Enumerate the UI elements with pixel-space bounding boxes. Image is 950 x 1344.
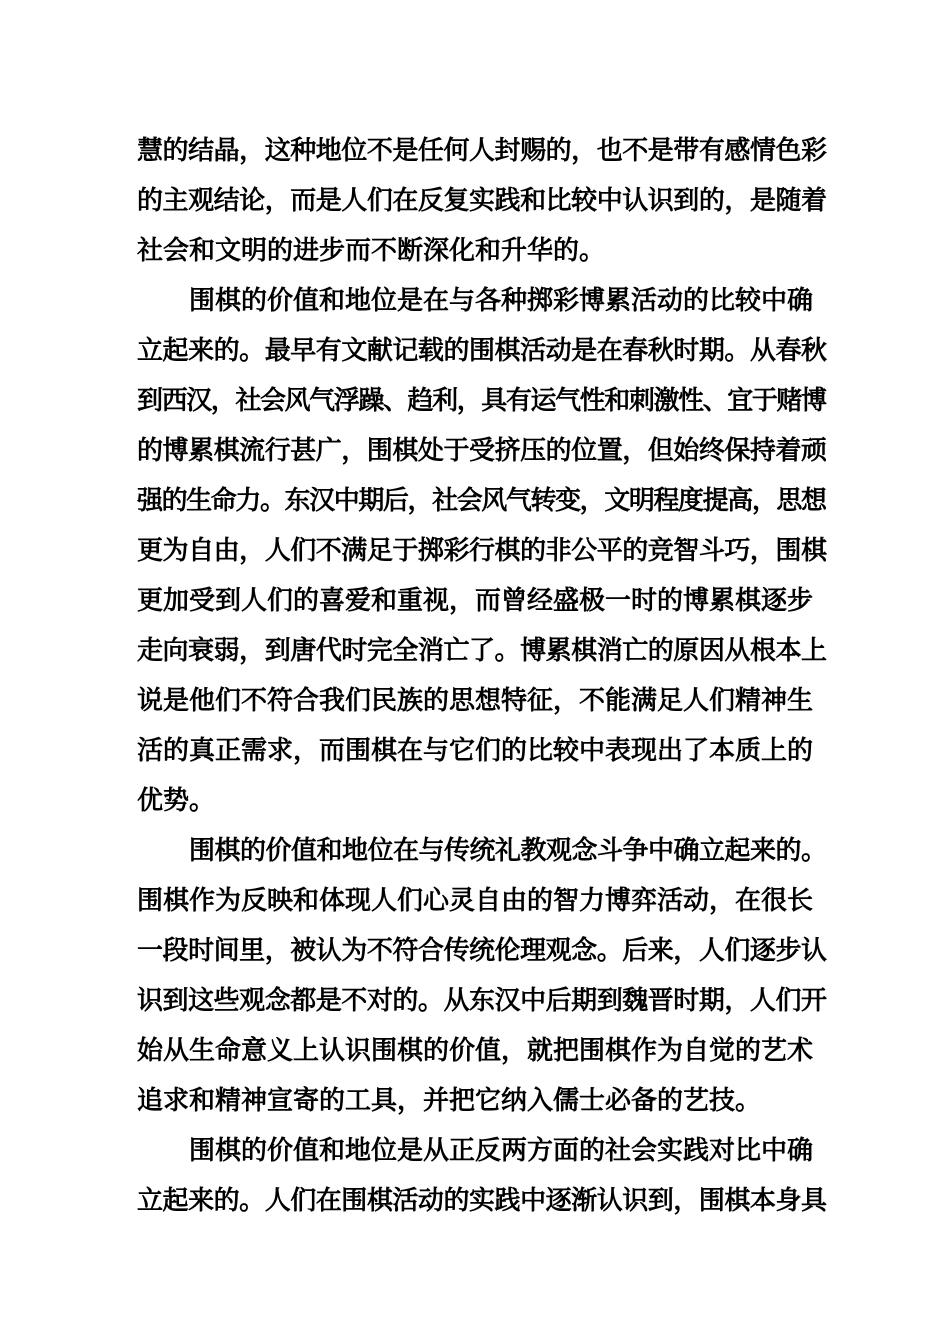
text-line: 立起来的。最早有文献记载的围棋活动是在春秋时期。从春秋: [137, 336, 827, 366]
text-line: 识到这些观念都是不对的。从东汉中后期到魏晋时期，人们开: [137, 986, 827, 1016]
text-line: 走向衰弱，到唐代时完全消亡了。博累棋消亡的原因从根本上: [137, 636, 827, 666]
text-line: 社会和文明的进步而不断深化和升华的。: [137, 236, 606, 266]
text-line: 强的生命力。东汉中期后，社会风气转变，文明程度提高，思想: [137, 486, 826, 516]
text-line: 的博累棋流行甚广，围棋处于受挤压的位置，但始终保持着顽: [137, 436, 827, 466]
text-line: 更为自由，人们不满足于掷彩行棋的非公平的竞智斗巧，围棋: [137, 536, 827, 566]
text-line: 围棋作为反映和体现人们心灵自由的智力博弈活动，在很长: [137, 886, 814, 916]
text-line: 围棋的价值和地位在与传统礼教观念斗争中确立起来的。: [189, 836, 827, 866]
text-line: 到西汉，社会风气浮躁、趋利，具有运气性和刺激性、宜于赌博: [137, 386, 826, 416]
text-line: 始从生命意义上认识围棋的价值，就把围棋作为自觉的艺术: [137, 1036, 814, 1066]
paragraph-4: [137, 1126, 827, 1226]
text-line: 围棋的价值和地位是在与各种掷彩博累活动的比较中确: [189, 286, 814, 316]
text-line: 围棋的价值和地位是从正反两方面的社会实践对比中确: [189, 1136, 814, 1166]
paragraph-2: [137, 276, 827, 826]
text-line: 追求和精神宣寄的工具，并把它纳入儒士必备的艺技。: [137, 1086, 762, 1116]
paragraph-1: [137, 126, 827, 276]
text-line: 更加受到人们的喜爱和重视，而曾经盛极一时的博累棋逐步: [137, 586, 814, 616]
text-line: 的主观结论，而是人们在反复实践和比较中认识到的，是随着: [137, 186, 827, 216]
text-line: 优势。: [137, 786, 216, 816]
text-line: 立起来的。人们在围棋活动的实践中逐渐认识到，围棋本身具: [137, 1186, 827, 1216]
body-text: [137, 126, 827, 1226]
paragraph-3: [137, 826, 827, 1126]
text-line: 说是他们不符合我们民族的思想特征，不能满足人们精神生: [137, 686, 814, 716]
text-line: 慧的结晶，这种地位不是任何人封赐的，也不是带有感情色彩: [137, 136, 827, 166]
text-line: 活的真正需求，而围棋在与它们的比较中表现出了本质上的: [137, 736, 814, 766]
text-line: 一段时间里，被认为不符合传统伦理观念。后来，人们逐步认: [137, 936, 827, 966]
